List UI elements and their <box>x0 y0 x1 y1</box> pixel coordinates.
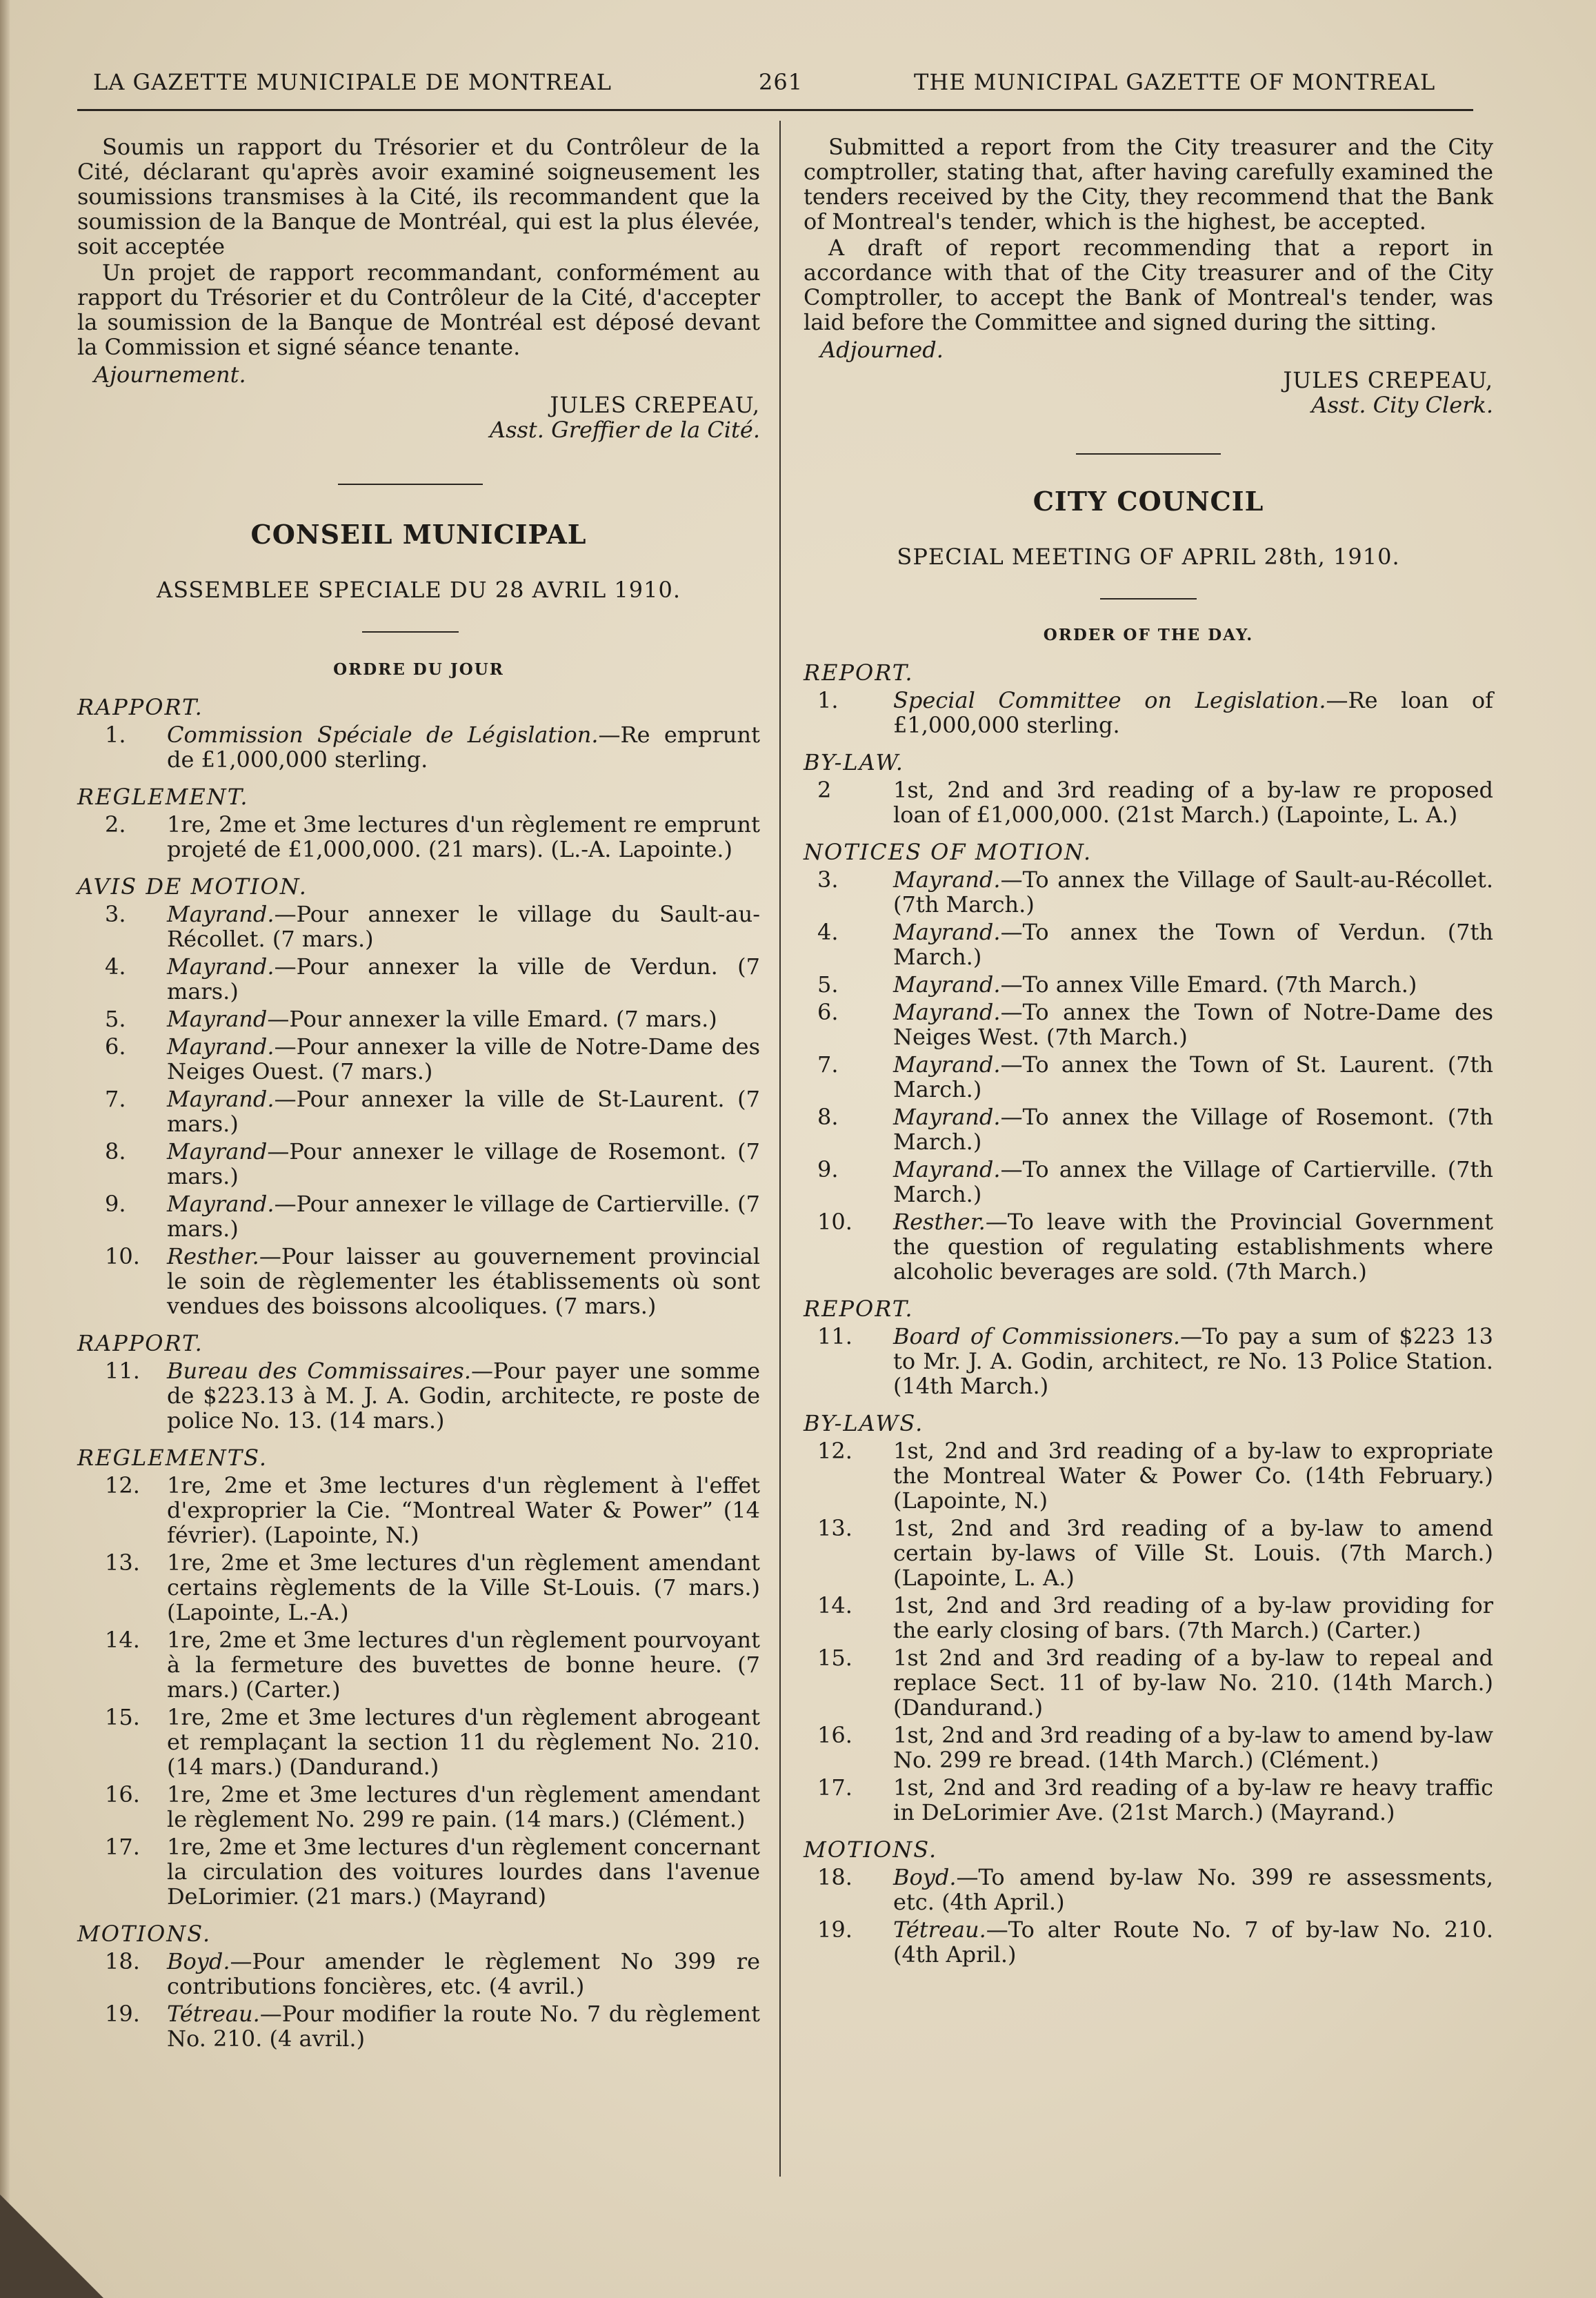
item-text: 1st, 2nd and 3rd reading of a by-law to amend by-law No. 299 re bread. (14th March.) (Clément.) <box>893 1722 1493 1773</box>
agenda-item <box>804 1157 1493 1207</box>
agenda-category: REGLEMENTS. <box>77 1445 268 1471</box>
item-number: 13. <box>105 1549 140 1576</box>
item-text: 1st, 2nd and 3rd reading of a by-law providing for the early closing of bars. (7th March.) (Carter.) <box>893 1592 1493 1643</box>
adjourned-note: Ajournement. <box>94 361 246 388</box>
agenda-item <box>804 972 1493 997</box>
agenda-category: REGLEMENT. <box>77 784 249 810</box>
agenda-item <box>77 1244 760 1318</box>
agenda-item <box>77 1705 760 1779</box>
agenda-category: RAPPORT. <box>77 694 203 720</box>
agenda-item <box>77 1834 760 1909</box>
item-mover: Resther. <box>167 1243 259 1269</box>
agenda-item <box>804 1775 1493 1825</box>
item-mover: Mayrand. <box>167 901 275 927</box>
item-text: —Pour annexer la ville de St-Laurent. (7 mars.) <box>167 1086 760 1137</box>
item-number: 17. <box>817 1774 852 1801</box>
agenda-category: MOTIONS. <box>77 1921 212 1947</box>
item-mover: Mayrand. <box>893 866 1001 893</box>
item-number: 10. <box>105 1243 140 1269</box>
item-number: 18. <box>817 1864 852 1890</box>
agenda-item <box>804 920 1493 969</box>
order-of-day: ORDRE DU JOUR <box>333 660 504 679</box>
agenda-category: RAPPORT. <box>77 1330 203 1356</box>
item-number: 15. <box>105 1704 140 1730</box>
item-text: —To annex the Town of Verdun. (7th March.) <box>893 919 1493 970</box>
item-text: 1re, 2me et 3me lectures d'un règlement abrogeant et remplaçant la section 11 du règlement No. 210. (14 mars.) (Dandurand.) <box>167 1704 760 1780</box>
agenda-item <box>804 1209 1493 1284</box>
running-head-en: THE MUNICIPAL GAZETTE OF MONTREAL <box>914 69 1436 95</box>
item-mover: Tétreau. <box>893 1916 986 1943</box>
item-number: 5. <box>817 971 839 998</box>
item-mover: Mayrand. <box>167 1033 275 1060</box>
agenda-category: MOTIONS. <box>804 1836 938 1863</box>
section-rule <box>1076 453 1221 455</box>
agenda-category: BY-LAW. <box>804 749 904 775</box>
item-mover: Mayrand <box>167 1006 268 1032</box>
agenda-item <box>804 1105 1493 1154</box>
item-mover: Commission Spéciale de Législation. <box>167 722 599 748</box>
item-text: —To annex the Village of Sault-au-Récollet. (7th March.) <box>893 866 1493 918</box>
item-text: —Pour annexer le village de Rosemont. (7 mars.) <box>167 1138 760 1189</box>
item-number: 11. <box>105 1358 140 1384</box>
agenda-item <box>77 1949 760 1999</box>
report-paragraph: Soumis un rapport du Trésorier et du Contrôleur de la Cité, déclarant qu'après avoir examiné soigneusement les soumissions transmises à la Cité, ils recommandent que la soumission de la Banque de Montréal, qui est la plus élevée, soit acceptée <box>77 134 760 259</box>
item-text: 1st, 2nd and 3rd reading of a by-law to expropriate the Montreal Water & Power Co. (14th February.) (Lapointe, N.) <box>893 1438 1493 1514</box>
item-text: 1st, 2nd and 3rd reading of a by-law re proposed loan of £1,000,000. (21st March.) (Lapointe, L. A.) <box>893 777 1493 828</box>
item-text: 1re, 2me et 3me lectures d'un règlement à l'effet d'exproprier la Cie. “Montreal Water & Power” (14 février). (Lapointe, N.) <box>167 1472 760 1548</box>
item-mover: Resther. <box>893 1209 986 1235</box>
adjourned-note: Adjourned. <box>820 337 944 363</box>
agenda-item <box>77 954 760 1004</box>
item-mover: Mayrand. <box>893 919 1001 945</box>
page-number: 261 <box>759 69 804 95</box>
item-number: 16. <box>817 1722 852 1748</box>
item-mover: Mayrand. <box>893 1051 1001 1078</box>
item-text: 1st, 2nd and 3rd reading of a by-law to amend certain by-laws of Ville St. Louis. (7th March.) (Lapointe, L. A.) <box>893 1515 1493 1591</box>
item-text: —Pour annexer le village de Cartierville. (7 mars.) <box>167 1191 760 1242</box>
item-number: 19. <box>817 1916 852 1943</box>
item-text: 1re, 2me et 3me lectures d'un règlement concernant la circulation des voitures lourdes dans l'avenue DeLorimier. (21 mars.) (Mayrand) <box>167 1834 760 1910</box>
agenda-item <box>77 1782 760 1832</box>
item-number: 12. <box>817 1438 852 1464</box>
item-text: 1re, 2me et 3me lectures d'un règlement amendant certains règlements de la Ville St-Louis. (7 mars.) (Lapointe, L.-A.) <box>167 1549 760 1625</box>
item-number: 12. <box>105 1472 140 1498</box>
item-text: —To leave with the Provincial Government the question of regulating establishments where alcoholic beverages are sold. (7th March.) <box>893 1209 1493 1285</box>
item-text: —To annex the Village of Cartierville. (7th March.) <box>893 1156 1493 1207</box>
item-mover: Mayrand. <box>167 1191 275 1217</box>
header-rule <box>77 109 1473 111</box>
agenda-category: REPORT. <box>804 1296 914 1322</box>
item-number: 19. <box>105 2001 140 2027</box>
item-text: —To pay a sum of $223 13 to Mr. J. A. Godin, architect, re No. 13 Police Station. (14th March.) <box>893 1323 1493 1399</box>
agenda-item <box>77 812 760 862</box>
agenda-list <box>804 660 1493 1967</box>
item-mover: Mayrand. <box>167 1086 275 1112</box>
item-text: —Pour annexer la ville Emard. (7 mars.) <box>267 1006 717 1032</box>
agenda-item <box>804 1645 1493 1720</box>
meeting-title: ASSEMBLEE SPECIALE DU 28 AVRIL 1910. <box>156 577 681 603</box>
meeting-title: SPECIAL MEETING OF APRIL 28th, 1910. <box>897 544 1400 570</box>
item-number: 2 <box>817 777 832 803</box>
agenda-category: AVIS DE MOTION. <box>77 873 308 900</box>
column-divider <box>779 121 781 2177</box>
signature-name: JULES CREPEAU, <box>550 392 760 418</box>
agenda-item <box>804 1438 1493 1513</box>
page-corner <box>0 2195 103 2298</box>
item-number: 14. <box>817 1592 852 1618</box>
item-mover: Mayrand <box>167 1138 268 1165</box>
item-text: —To annex the Town of Notre-Dame des Neiges West. (7th March.) <box>893 999 1493 1050</box>
item-text: —Pour amender le règlement No 399 re contributions foncières, etc. (4 avril.) <box>167 1948 760 1999</box>
section-title: CITY COUNCIL <box>1033 486 1264 517</box>
item-mover: Special Committee on Legislation. <box>893 687 1326 713</box>
signature-title: Asst. Greffier de la Cité. <box>489 417 760 443</box>
item-text: —Pour payer une somme de $223.13 à M. J. A. Godin, architecte, re poste de police No. 13. (14 mars.) <box>167 1358 761 1434</box>
agenda-item <box>804 688 1493 737</box>
item-number: 13. <box>817 1515 852 1541</box>
item-mover: Board of Commissioners. <box>893 1323 1181 1349</box>
agenda-item <box>77 1007 760 1031</box>
item-mover: Mayrand. <box>893 1156 1001 1182</box>
item-text: —Re emprunt de £1,000,000 sterling. <box>167 722 760 773</box>
agenda-item <box>804 1052 1493 1102</box>
agenda-item <box>77 1550 760 1625</box>
item-number: 1. <box>105 722 126 748</box>
item-number: 8. <box>817 1104 839 1130</box>
section-rule <box>338 484 483 485</box>
agenda-item <box>804 1723 1493 1772</box>
agenda-item <box>77 1358 760 1433</box>
item-mover: Mayrand. <box>167 953 275 980</box>
item-number: 4. <box>105 953 126 980</box>
running-head-fr: LA GAZETTE MUNICIPALE DE MONTREAL <box>93 69 612 95</box>
order-of-day: ORDER OF THE DAY. <box>1043 626 1254 644</box>
agenda-item <box>804 777 1493 827</box>
agenda-category: NOTICES OF MOTION. <box>804 839 1093 865</box>
item-text: 1st, 2nd and 3rd reading of a by-law re heavy traffic in DeLorimier Ave. (21st March.) (Mayrand.) <box>893 1774 1493 1825</box>
item-number: 7. <box>817 1051 839 1078</box>
agenda-item <box>804 1593 1493 1643</box>
item-text: 1re, 2me et 3me lectures d'un règlement amendant le règlement No. 299 re pain. (14 mars.) (Clément.) <box>167 1781 760 1832</box>
item-mover: Mayrand. <box>893 971 1001 998</box>
item-number: 9. <box>817 1156 839 1182</box>
item-number: 4. <box>817 919 839 945</box>
agenda-item <box>804 1000 1493 1049</box>
agenda-item <box>77 722 760 772</box>
item-mover: Mayrand. <box>893 1104 1001 1130</box>
item-number: 3. <box>817 866 839 893</box>
section-title: CONSEIL MUNICIPAL <box>250 519 587 550</box>
item-number: 2. <box>105 811 126 838</box>
item-number: 7. <box>105 1086 126 1112</box>
agenda-item <box>804 1865 1493 1914</box>
agenda-item <box>77 902 760 951</box>
agenda-item <box>77 1139 760 1189</box>
meeting-rule <box>362 631 459 633</box>
item-text: —To annex Ville Emard. (7th March.) <box>1000 971 1417 998</box>
item-number: 6. <box>105 1033 126 1060</box>
item-number: 1. <box>817 687 839 713</box>
item-text: —Re loan of £1,000,000 sterling. <box>893 687 1494 738</box>
item-number: 8. <box>105 1138 126 1165</box>
item-text: 1re, 2me et 3me lectures d'un règlement pourvoyant à la fermeture des buvettes de bonne heure. (7 mars.) (Carter.) <box>167 1627 760 1703</box>
item-text: —Pour laisser au gouvernement provincial le soin de règlementer les établissements où sont vendues des boissons alcooliques. (7 mars.) <box>167 1243 760 1319</box>
agenda-item <box>804 1516 1493 1590</box>
draft-paragraph: Un projet de rapport recommandant, conformément au rapport du Trésorier et du Contrôleur de la Cité, d'accepter la soumission de la Banque de Montréal est déposé devant la Commission et signé séance tenante. <box>77 259 760 360</box>
item-mover: Boyd. <box>167 1948 230 1974</box>
agenda-item <box>77 2001 760 2051</box>
agenda-item <box>804 1324 1493 1398</box>
item-text: —To alter Route No. 7 of by-law No. 210. (4th April.) <box>893 1916 1493 1968</box>
item-mover: Tétreau. <box>167 2001 260 2027</box>
item-text: —Pour annexer la ville de Notre-Dame des Neiges Ouest. (7 mars.) <box>167 1033 760 1084</box>
item-text: —To annex the Town of St. Laurent. (7th March.) <box>893 1051 1493 1102</box>
agenda-category: REPORT. <box>804 660 914 686</box>
french-column <box>77 135 760 2051</box>
agenda-item <box>77 1087 760 1136</box>
item-text: 1re, 2me et 3me lectures d'un règlement re emprunt projeté de £1,000,000. (21 mars). (L.-A. Lapointe.) <box>167 811 760 862</box>
item-text: 1st 2nd and 3rd reading of a by-law to repeal and replace Sect. 11 of by-law No. 210. (14th March.) (Dandurand.) <box>893 1645 1493 1721</box>
item-number: 6. <box>817 999 839 1025</box>
item-number: 17. <box>105 1834 140 1860</box>
item-text: —Pour annexer le village du Sault-au-Récollet. (7 mars.) <box>167 901 760 952</box>
binding-edge <box>0 0 10 2298</box>
item-mover: Bureau des Commissaires. <box>167 1358 472 1384</box>
item-number: 5. <box>105 1006 126 1032</box>
agenda-category: BY-LAWS. <box>804 1410 924 1436</box>
meeting-rule <box>1100 598 1197 600</box>
signature-name: JULES CREPEAU, <box>1283 367 1493 393</box>
item-mover: Mayrand. <box>893 999 1001 1025</box>
agenda-item <box>77 1191 760 1241</box>
item-number: 9. <box>105 1191 126 1217</box>
agenda-item <box>77 1034 760 1084</box>
agenda-list <box>77 695 760 2051</box>
item-text: —Pour annexer la ville de Verdun. (7 mars.) <box>167 953 760 1004</box>
agenda-item <box>804 867 1493 917</box>
item-number: 16. <box>105 1781 140 1807</box>
item-number: 15. <box>817 1645 852 1671</box>
agenda-item <box>77 1473 760 1547</box>
item-number: 3. <box>105 901 126 927</box>
item-number: 14. <box>105 1627 140 1653</box>
item-text: —To amend by-law No. 399 re assessments, etc. (4th April.) <box>893 1864 1493 1915</box>
item-number: 11. <box>817 1323 852 1349</box>
item-mover: Boyd. <box>893 1864 957 1890</box>
item-text: —Pour modifier la route No. 7 du règlement No. 210. (4 avril.) <box>167 2001 760 2052</box>
agenda-item <box>77 1627 760 1702</box>
draft-paragraph: A draft of report recommending that a report in accordance with that of the City treasurer and of the City Comptroller, to accept the Bank of Montreal's tender, was laid before the Committee and signed during the sitting. <box>804 235 1493 335</box>
agenda-item <box>804 1917 1493 1967</box>
item-text: —To annex the Village of Rosemont. (7th March.) <box>893 1104 1493 1155</box>
item-number: 18. <box>105 1948 140 1974</box>
signature-title: Asst. City Clerk. <box>1311 392 1493 418</box>
item-number: 10. <box>817 1209 852 1235</box>
report-paragraph: Submitted a report from the City treasurer and the City comptroller, stating that, after having carefully examined the tenders received by the City, they recommend that the Bank of Montreal's tender, which is the highest, be accepted. <box>804 134 1493 235</box>
english-column <box>804 135 1493 1967</box>
